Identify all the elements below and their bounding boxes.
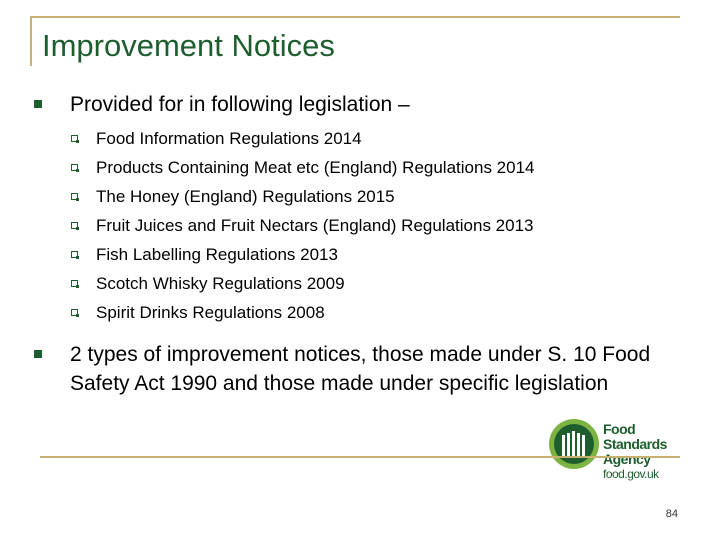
list-item: Food Information Regulations 2014 — [96, 124, 535, 153]
list-item: Scotch Whisky Regulations 2009 — [96, 269, 535, 298]
hollow-square-bullet-icon — [71, 135, 78, 142]
title-frame-left-rule — [30, 16, 32, 66]
logo-url: food.gov.uk — [603, 467, 659, 481]
list-item: Products Containing Meat etc (England) Regulations 2014 — [96, 153, 535, 182]
hollow-square-bullet-icon — [71, 309, 78, 316]
hollow-square-bullet-icon — [71, 251, 78, 258]
list-item: The Honey (England) Regulations 2015 — [96, 182, 535, 211]
page-number: 84 — [665, 508, 678, 520]
bullet-text: 2 types of improvement notices, those made under S. 10 Food Safety Act 1990 and those made under specific legislation — [70, 343, 651, 395]
logo-wordmark — [603, 422, 667, 482]
list-item: Fruit Juices and Fruit Nectars (England) Regulations 2013 — [96, 211, 535, 240]
square-bullet-icon — [34, 100, 42, 108]
title-frame-top-rule — [30, 16, 680, 18]
footer-rule — [40, 456, 680, 458]
bullet-text: Provided for in following legislation – — [70, 93, 410, 116]
slide-title: Improvement Notices — [42, 28, 335, 63]
list-item: Spirit Drinks Regulations 2008 — [96, 298, 535, 327]
bullet-notice-types — [70, 340, 680, 398]
list-item: Fish Labelling Regulations 2013 — [96, 240, 535, 269]
hollow-square-bullet-icon — [71, 193, 78, 200]
logo-line: Food — [603, 421, 636, 437]
square-bullet-icon — [34, 350, 42, 358]
hollow-square-bullet-icon — [71, 280, 78, 287]
fsa-emblem-icon — [548, 418, 600, 470]
logo-line: Agency — [603, 451, 651, 467]
food-standards-agency-logo — [548, 418, 678, 488]
hollow-square-bullet-icon — [71, 222, 78, 229]
bullet-legislation — [70, 90, 410, 119]
hollow-square-bullet-icon — [71, 164, 78, 171]
logo-line: Standards — [603, 436, 667, 452]
legislation-list — [96, 124, 535, 327]
